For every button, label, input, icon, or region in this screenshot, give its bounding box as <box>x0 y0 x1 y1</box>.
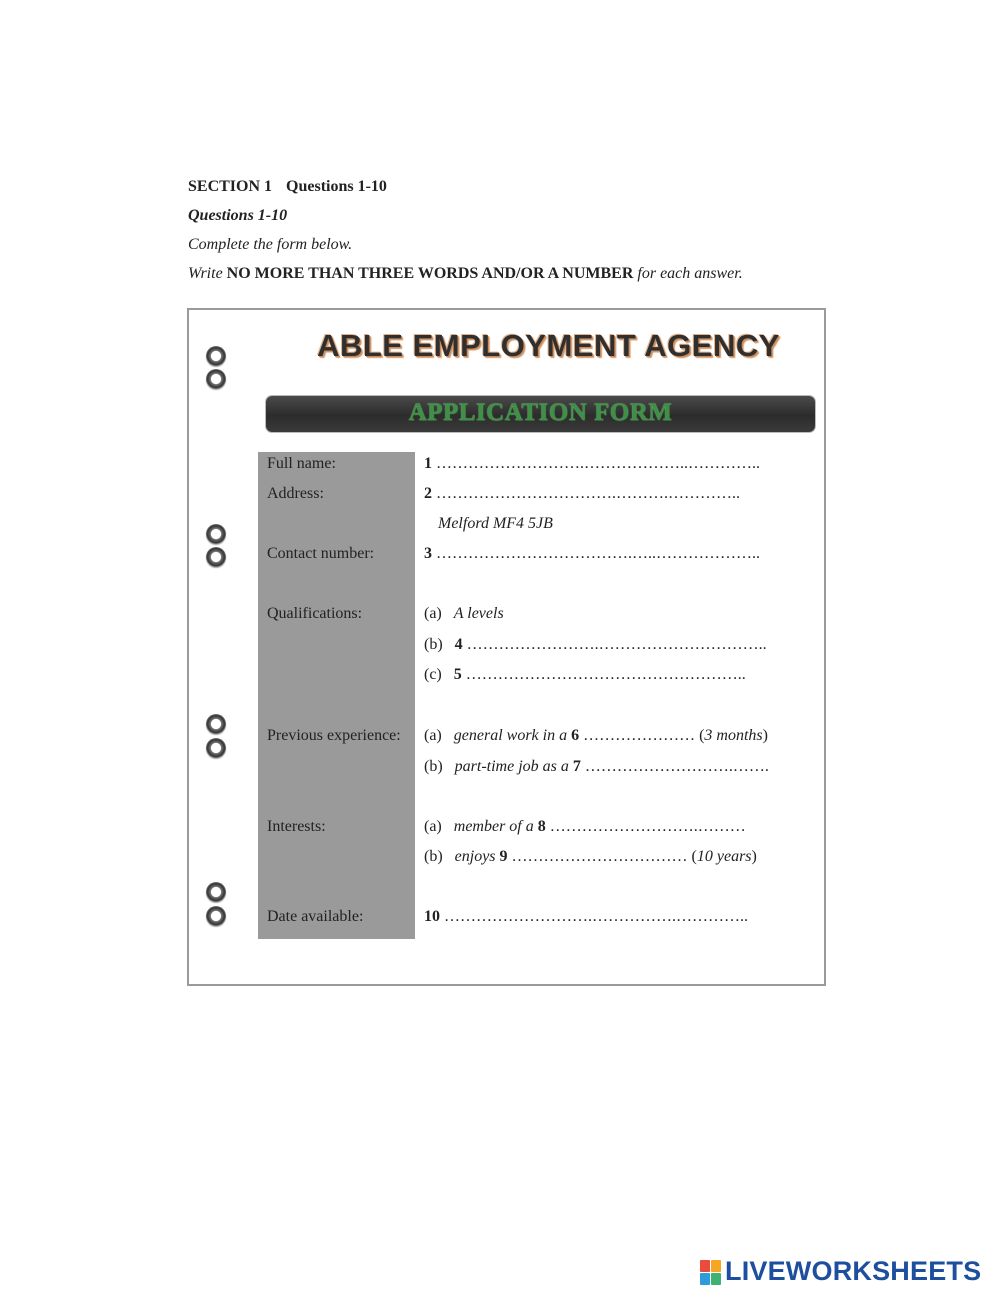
binder-ring-icon <box>206 906 226 926</box>
label-contact-number: Contact number: <box>267 545 375 562</box>
list-marker: (b) <box>424 758 443 775</box>
dotted-line: …………………………………………….. <box>465 666 746 683</box>
list-marker: (b) <box>424 636 443 653</box>
question-number: 3 <box>424 545 432 562</box>
question-number: 5 <box>453 666 462 683</box>
interest-text: member of a <box>453 818 534 835</box>
binder-ring-icon <box>206 524 226 544</box>
label-column <box>258 452 415 939</box>
question-number: 2 <box>424 485 432 502</box>
paren-open: ( <box>691 848 697 865</box>
list-marker: (b) <box>424 848 443 865</box>
duration-text: 10 years <box>696 848 752 865</box>
dotted-line: ……………………….…………….………….. <box>444 908 748 925</box>
questions-subheading: Questions 1-10 <box>188 207 288 224</box>
logo-cube-icon <box>700 1259 722 1285</box>
liveworksheets-logo[interactable] <box>700 1256 981 1284</box>
agency-title: ABLE EMPLOYMENT AGENCY <box>317 328 780 363</box>
question-number: 9 <box>499 848 508 865</box>
application-form-banner <box>266 396 815 432</box>
binder-ring-icon <box>206 882 226 902</box>
dotted-line: …………………….………………………….. <box>466 636 767 653</box>
section-heading <box>188 178 387 196</box>
qualification-a <box>424 605 504 623</box>
paren-open: ( <box>699 727 705 744</box>
answer-blank-9[interactable] <box>424 848 757 866</box>
label-previous-experience: Previous experience: <box>267 727 401 744</box>
dotted-line: ……………………………….…..……………….. <box>436 545 760 562</box>
logo-text: LIVEWORKSHEETS <box>725 1256 982 1286</box>
answer-blank-1[interactable] <box>424 455 760 473</box>
section-questions: Questions 1-10 <box>286 178 387 195</box>
label-interests: Interests: <box>267 818 326 835</box>
section-label: SECTION 1 <box>188 178 273 195</box>
label-address: Address: <box>267 485 324 502</box>
answer-blank-10[interactable] <box>424 908 748 926</box>
dotted-line: …………………………….……….………….. <box>436 485 740 502</box>
dotted-line: ………………… <box>583 727 696 744</box>
answer-blank-2[interactable] <box>424 485 740 503</box>
dotted-line: ……………………….………………..………….. <box>436 455 760 472</box>
binder-ring-icon <box>206 346 226 366</box>
instruction-complete: Complete the form below. <box>188 236 353 253</box>
question-number: 10 <box>424 908 440 925</box>
question-number: 8 <box>537 818 546 835</box>
interest-text: enjoys <box>454 848 496 865</box>
question-number: 1 <box>424 455 432 472</box>
binder-ring-icon <box>206 369 226 389</box>
binder-ring-icon <box>206 714 226 734</box>
application-form-title: APPLICATION FORM <box>408 399 673 426</box>
binder-ring-icon <box>206 547 226 567</box>
paren-close: ) <box>762 727 768 744</box>
list-marker: (a) <box>424 818 442 835</box>
answer-blank-7[interactable] <box>424 758 769 776</box>
question-number: 6 <box>571 727 580 744</box>
paren-close: ) <box>751 848 757 865</box>
answer-blank-3[interactable] <box>424 545 760 563</box>
write-prefix: Write <box>188 265 223 282</box>
dotted-line: ……………………….……. <box>584 758 769 775</box>
address-line: Melford MF4 5JB <box>438 515 553 532</box>
dotted-line: …………………………… <box>511 848 688 865</box>
write-suffix: for each answer. <box>637 265 743 282</box>
list-marker: (c) <box>424 666 442 683</box>
label-date-available: Date available: <box>267 908 364 925</box>
question-number: 4 <box>454 636 463 653</box>
experience-text: general work in a <box>453 727 568 744</box>
duration-text: 3 months <box>704 727 763 744</box>
answer-blank-6[interactable] <box>424 727 768 745</box>
label-full-name: Full name: <box>267 455 336 472</box>
dotted-line: ……………………….……… <box>549 818 746 835</box>
instruction-word-limit <box>188 265 743 283</box>
list-marker: (a) <box>424 605 442 622</box>
answer-blank-5[interactable] <box>424 666 746 684</box>
answer-blank-4[interactable] <box>424 636 767 654</box>
experience-text: part-time job as a <box>454 758 569 775</box>
word-limit: NO MORE THAN THREE WORDS AND/OR A NUMBER <box>226 265 634 282</box>
label-qualifications: Qualifications: <box>267 605 363 622</box>
binder-ring-icon <box>206 738 226 758</box>
qualification-text: A levels <box>453 605 504 622</box>
list-marker: (a) <box>424 727 442 744</box>
answer-blank-8[interactable] <box>424 818 746 836</box>
question-number: 7 <box>572 758 581 775</box>
